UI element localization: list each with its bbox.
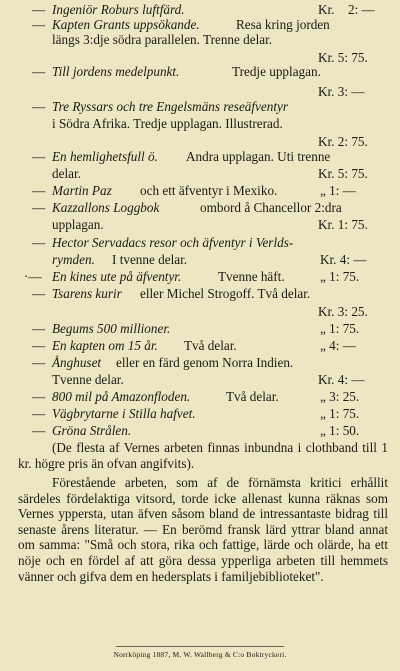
entry-dash: — xyxy=(32,99,46,114)
entry-title: En kapten om 15 år. xyxy=(52,338,158,353)
entry-title: Tre Ryssars och tre Engelsmäns reseäfventyr xyxy=(52,99,289,114)
entry-text: eller en färd genom Norra Indien. xyxy=(116,355,294,370)
entry-price: Kr. 4: — xyxy=(318,372,365,387)
entry-price: Kr. 3: 25. xyxy=(318,304,368,319)
entry-title: rymden. xyxy=(52,252,95,267)
entry-price: „ 1: 50. xyxy=(320,423,360,438)
entry-text: Andra upplagan. Uti trenne xyxy=(186,149,331,164)
entry-title: Martin Paz xyxy=(52,183,112,198)
entry-title: Begums 500 millioner. xyxy=(52,321,171,336)
entry-dash: — xyxy=(32,149,46,164)
entry-title: Ånghuset xyxy=(52,355,102,370)
entry-text: i Södra Afrika. Tredje upplagan. Illustrerad. xyxy=(52,116,283,131)
entry-price: Kr. 5: 75. xyxy=(318,166,368,181)
entry-dash: — xyxy=(32,183,46,198)
entry-dash: — xyxy=(32,406,46,421)
entry-dash: — xyxy=(32,355,46,370)
entry-text: längs 3:dje södra parallelen. Trenne delar. xyxy=(52,32,273,47)
entry-dash: — xyxy=(32,423,46,438)
entry-title: Gröna Strålen. xyxy=(52,423,132,438)
entry-title: Ingeniör Roburs luftfärd. xyxy=(52,2,185,17)
entry-text: Resa kring jorden xyxy=(236,17,330,32)
entry-text: delar. xyxy=(52,166,81,181)
entry-text: eller Michel Strogoff. Två delar. xyxy=(140,286,311,301)
entry-dash: — xyxy=(32,321,46,336)
entry-text: I tvenne delar. xyxy=(112,252,188,267)
entry-text: Tvenne delar. xyxy=(52,372,124,387)
entry-price: „ 4: — xyxy=(320,338,356,353)
entry-dash: — xyxy=(32,286,46,301)
entry-price: Kr. 1: 75. xyxy=(318,217,368,232)
entry-text: upplagan. xyxy=(52,217,104,232)
entry-dash: — xyxy=(32,64,46,79)
entry-text: ombord å Chancellor 2:dra xyxy=(200,200,342,215)
entry-text: och ett äfventyr i Mexiko. xyxy=(140,183,278,198)
printer-imprint: Norrköping 1887, M. W. Wallberg & C:o Boktryckeri. xyxy=(113,650,287,659)
entry-title: En kines ute på äfventyr. xyxy=(52,269,182,284)
entry-price: „ 3: 25. xyxy=(320,389,360,404)
entry-text: Två delar. xyxy=(226,389,279,404)
entry-price: Kr. 2: 75. xyxy=(318,134,368,149)
entry-price: „ 1: 75. xyxy=(320,406,360,421)
entry-price: Kr. 4: — xyxy=(320,252,367,267)
entry-price: Kr. 5: 75. xyxy=(318,50,368,65)
entry-title: Till jordens medelpunkt. xyxy=(52,64,180,79)
entry-title: En hemlighetsfull ö. xyxy=(52,149,158,164)
entry-dash: — xyxy=(32,2,46,17)
entry-dash: — xyxy=(32,338,46,353)
entry-price: „ 1: 75. xyxy=(320,269,360,284)
entry-dash: — xyxy=(32,389,46,404)
entry-price: Kr. 3: — xyxy=(318,84,365,99)
entry-title: Kapten Grants uppsökande. xyxy=(52,17,200,32)
price-value: 2: — xyxy=(348,2,375,17)
entry-price: „ 1: — xyxy=(320,183,356,198)
description-paragraph: Förestående arbeten, som af de förnämsta kritici erhållit särdeles fördelaktiga vitsord, torde icke allenast kunna räknas som Vernes yppersta, utan äfven såsom bland de intressantaste bidrag till senaste årens literatur. — En berömd fransk lärd yttrar bland annat om samma: "Små och stora, rika och fattige, lärde och olärde, ha ett nöje och en fördel af att göra dessa ypperliga arbeten till hemmets vänner och gifva dem en hedersplats i familjebiblioteket". xyxy=(18,475,388,584)
entry-title: 800 mil på Amazonfloden. xyxy=(52,389,191,404)
entry-text: Tvenne häft. xyxy=(218,269,285,284)
footer-rule xyxy=(116,646,284,647)
entry-title: Tsarens kurir xyxy=(52,286,122,301)
entry-text: Tredje upplagan. xyxy=(232,64,321,79)
entry-text: Två delar. xyxy=(184,338,237,353)
binding-note: (De flesta af Vernes arbeten finnas inbundna i clothband till 1 kr. högre pris än ofvan angifvits). xyxy=(18,440,388,471)
entry-title: Hector Servadacs resor och äfventyr i Verlds- xyxy=(52,235,294,250)
entry-price: „ 1: 75. xyxy=(320,321,360,336)
entry-title: Vägbrytarne i Stilla hafvet. xyxy=(52,406,196,421)
entry-dash: — xyxy=(32,200,46,215)
entry-title: Kazzallons Loggbok xyxy=(52,200,160,215)
entry-dash: ·— xyxy=(24,269,42,284)
price-currency: Kr. xyxy=(318,2,335,17)
entry-dash: — xyxy=(32,17,46,32)
entry-dash: — xyxy=(32,235,46,250)
